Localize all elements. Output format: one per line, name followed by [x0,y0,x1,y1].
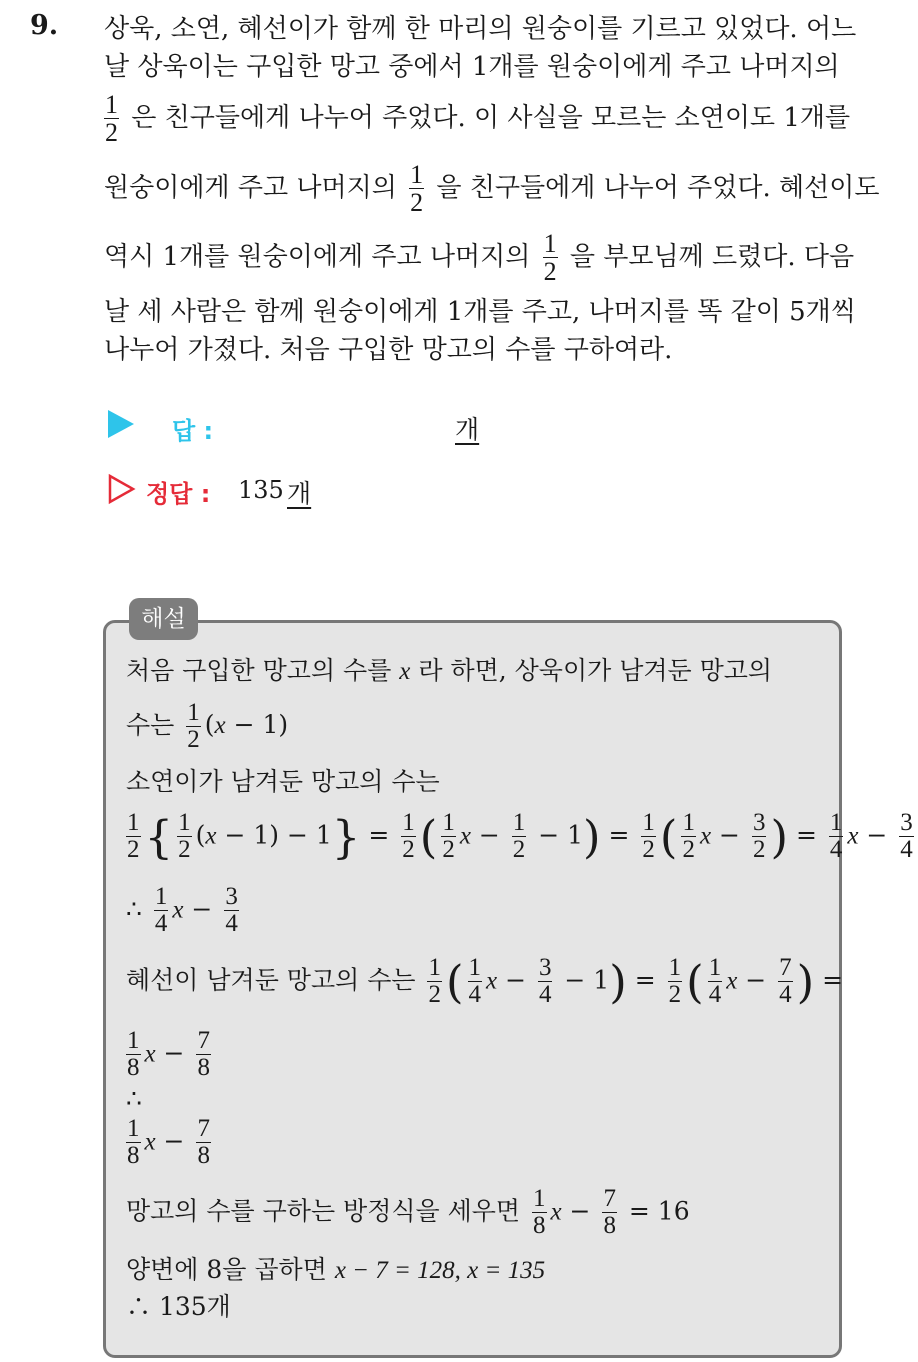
problem-line-3: $\frac{1}{2}$ 은 친구들에게 나누어 주었다. 이 사실을 모르는 소연이도 1개를 [105,90,851,148]
solution-line-1: 처음 구입한 망고의 수를 x 라 하면, 상욱이가 남겨둔 망고의 [126,656,773,685]
solution-equation-3: $\frac{1}{8}$ x − $\frac{7}{8}$ [127,1115,210,1170]
correct-arrow-icon [108,474,136,504]
solution-equation-2: $\frac{1}{8}$ x − $\frac{7}{8}$ [127,1027,210,1082]
therefore-symbol: ∴ [126,1084,142,1113]
solution-line-10: 망고의 수를 구하는 방정식을 세우면 $\frac{1}{8}$ x − $\frac{7}{8}$ = 16 [126,1185,690,1240]
problem-line-5: 역시 1개를 원숭이에게 주고 나머지의 $\frac{1}{2}$ 을 부모님께 드렸다. 다음 [104,229,855,287]
problem-line-1: 상욱, 소연, 혜선이가 함께 한 마리의 원숭이를 기르고 있었다. 어느 [104,14,857,44]
fraction-half: $\frac{1}{2}$ [187,699,200,754]
solution-line-12: ∴ 135개 [126,1292,231,1321]
fraction-half: $\frac{1}{2}$ [410,160,424,218]
answer-unit[interactable]: 개 [455,415,480,444]
answer-label: 답 : [172,417,214,445]
correct-value: 135 [238,476,284,504]
solution-line-6: 혜선이 남겨둔 망고의 수는 $\frac{1}{2}$ ( $\frac{1}{4}$ x − $\frac{3}{4}$ − 1) = $\frac{1}{2}$ ( $\frac{1}{4}$ x − $\frac{7}{4}$ ) = [126,954,844,1009]
problem-line-6: 날 세 사람은 함께 원숭이에게 1개를 주고, 나머지를 똑 같이 5개씩 [104,297,856,327]
solution-line-3: 소연이가 남겨둔 망고의 수는 [126,767,440,796]
solution-line-2: 수는 $\frac{1}{2}$ (x − 1) [126,699,289,754]
problem-line-4: 원숭이에게 주고 나머지의 $\frac{1}{2}$ 을 친구들에게 나누어 주었다. 혜선이도 [104,160,880,218]
question-number: 9. [30,10,59,41]
problem-line-7: 나누어 가졌다. 처음 구입한 망고의 수를 구하여라. [104,335,673,365]
solution-equation-1: $\frac{1}{2}$ { $\frac{1}{2}$ (x − 1) − 1} = $\frac{1}{2}$ ( $\frac{1}{2}$ x − $\frac{1}{2}$ − 1) = $\frac{1}{2}$ ( $\frac{1}{2}$ x − $\frac{3}{2}$ ) = $\frac{1}{4}$ x − $\frac{3}{4}$ [127,809,913,864]
correct-label: 정답 : [146,480,211,508]
solution-tab: 해설 [129,598,198,640]
answer-arrow-icon [108,410,134,438]
fraction-half: $\frac{1}{2}$ [543,229,557,287]
correct-unit: 개 [287,479,312,508]
solution-line-11: 양변에 8을 곱하면 x − 7 = 128, x = 135 [126,1255,546,1284]
problem-line-2: 날 상욱이는 구입한 망고 중에서 1개를 원숭이에게 주고 나머지의 [104,52,840,82]
fraction-half: $\frac{1}{2}$ [105,90,118,148]
solution-therefore-1: ∴ $\frac{1}{4}$ x − $\frac{3}{4}$ [126,883,238,938]
